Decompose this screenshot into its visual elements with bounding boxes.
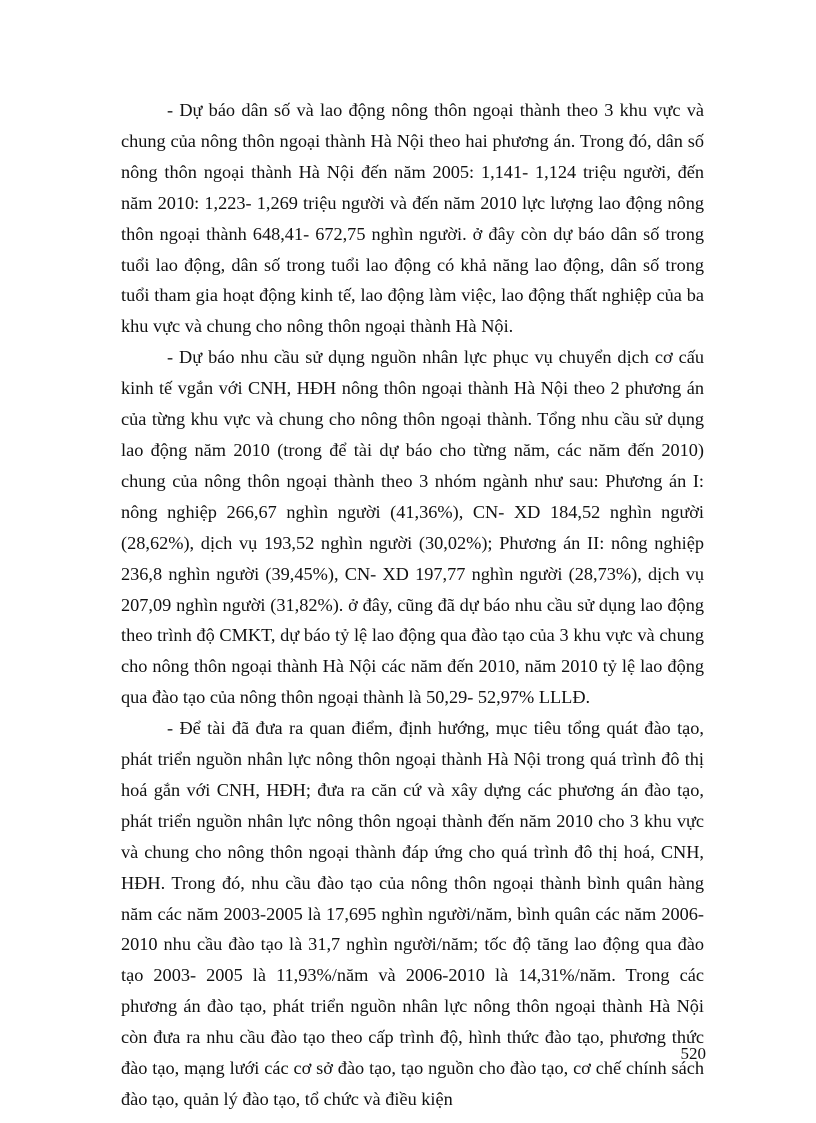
page-number: 520 <box>680 1044 706 1063</box>
page-body <box>121 95 704 1115</box>
paragraph-labor-demand-forecast: - Dự báo nhu cầu sử dụng nguồn nhân lực phục vụ chuyển dịch cơ cấu kinh tế vgắn với CNH, HĐH nông thôn ngoại thành Hà Nội theo 2 phương án của từng khu vực và chung cho nông thôn ngoại thành. Tổng nhu cầu sử dụng lao động năm 2010 (trong để tài dự báo cho từng năm, các năm đến 2010) chung của nông thôn ngoại thành theo 3 nhóm ngành như sau: Phương án I: nông nghiệp 266,67 nghìn người (41,36%), CN- XD 184,52 nghìn người (28,62%), dịch vụ 193,52 nghìn người (30,02%); Phương án II: nông nghiệp 236,8 nghìn người (39,45%), CN- XD 197,77 nghìn người (28,73%), dịch vụ 207,09 nghìn người (31,82%). ở đây, cũng đã dự báo nhu cầu sử dụng lao động theo trình độ CMKT, dự báo tỷ lệ lao động qua đào tạo của 3 khu vực và chung cho nông thôn ngoại thành Hà Nội các năm đến 2010, năm 2010 tỷ lệ lao động qua đào tạo của nông thôn ngoại thành là 50,29- 52,97% LLLĐ. <box>121 347 704 708</box>
paragraph-population-forecast: - Dự báo dân số và lao động nông thôn ngoại thành theo 3 khu vực và chung của nông thôn ngoại thành Hà Nội theo hai phương án. Trong đó, dân số nông thôn ngoại thành Hà Nội đến năm 2005: 1,141- 1,124 triệu người, đến năm 2010: 1,223- 1,269 triệu người và đến năm 2010 lực lượng lao động nông thôn ngoại thành 648,41- 672,75 nghìn người. ở đây còn dự báo dân số trong tuổi lao động, dân số trong tuổi lao động có khả năng lao động, dân số trong tuổi tham gia hoạt động kinh tế, lao động làm việc, lao động thất nghiệp của ba khu vực và chung cho nông thôn ngoại thành Hà Nội. <box>121 100 704 337</box>
paragraph-training-plan: - Để tài đã đưa ra quan điểm, định hướng, mục tiêu tổng quát đào tạo, phát triển nguồn nhân lực nông thôn ngoại thành Hà Nội trong quá trình đô thị hoá gắn với CNH, HĐH; đưa ra căn cứ và xây dựng các phương án đào tạo, phát triển nguồn nhân lực nông thôn ngoại thành đến năm 2010 cho 3 khu vực và chung cho nông thôn ngoại thành đáp ứng cho quá trình đô thị hoá, CNH, HĐH. Trong đó, nhu cầu đào tạo của nông thôn ngoại thành bình quân hàng năm các năm 2003-2005 là 17,695 nghìn người/năm, bình quân các năm 2006-2010 nhu cầu đào tạo là 31,7 nghìn người/năm; tốc độ tăng lao động qua đào tạo 2003- 2005 là 11,93%/năm và 2006-2010 là 14,31%/năm. Trong các phương án đào tạo, phát triển nguồn nhân lực nông thôn ngoại thành Hà Nội còn đưa ra nhu cầu đào tạo theo cấp trình độ, hình thức đào tạo, phương thức đào tạo, mạng lưới các cơ sở đào tạo, tạo nguồn cho đào tạo, cơ chế chính sách đào tạo, quản lý đào tạo, tổ chức và điều kiện <box>121 718 704 1109</box>
